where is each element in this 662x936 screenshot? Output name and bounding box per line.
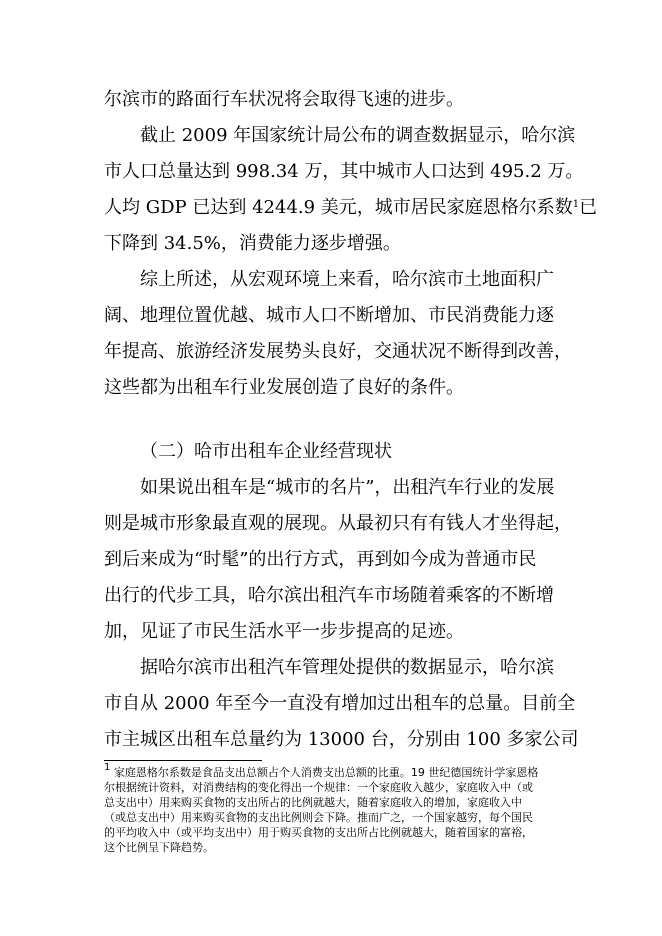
body-line: 如果说出租车是“城市的名片”，出租汽车行业的发展 <box>140 477 555 498</box>
footnote-text: 家庭恩格尔系数是食品支出总额占个人消费支出总额的比重。19 世纪德国统计学家恩格 <box>110 766 539 779</box>
body-line: 下降到 34.5%，消费能力逐步增强。 <box>104 233 401 254</box>
footnote-line: 尔根据统计资料，对消费结构的变化得出一个规律：一个家庭收入越少，家庭收入中（或 <box>104 781 533 794</box>
body-line: 综上所述，从宏观环境上来看，哈尔滨市土地面积广 <box>140 269 554 290</box>
footnote-line <box>104 762 574 780</box>
body-line: 加，见证了市民生活水平一步步提高的足迹。 <box>104 621 464 642</box>
body-line: 年提高、旅游经济发展势头良好，交通状况不断得到改善， <box>104 341 572 362</box>
body-line-with-footnote-ref <box>104 196 597 220</box>
body-line: 据哈尔滨市出租汽车管理处提供的数据显示，哈尔滨 <box>140 657 554 678</box>
body-line: 市人口总量达到 998.34 万，其中城市人口达到 495.2 万。 <box>104 161 584 182</box>
footnote-line: 这个比例呈下降趋势。 <box>104 841 214 854</box>
footnote-reference[interactable]: 1 <box>572 199 580 210</box>
body-line: 市自从 2000 年至今一直没有增加过出租车的总量。目前全 <box>104 693 576 714</box>
body-line: 出行的代步工具，哈尔滨出租汽车市场随着乘客的不断增 <box>104 585 554 606</box>
footnote-line: （或总支出中）用来购买食物的支出比例则会下降。推而广之，一个国家越穷，每个国民 <box>104 811 533 824</box>
footnote-line: 的平均收入中（或平均支出中）用于购买食物的支出所占比例就越大，随着国家的富裕， <box>104 826 533 839</box>
body-line: 阔、地理位置优越、城市人口不断增加、市民消费能力逐 <box>104 305 554 326</box>
section-heading: （二）哈市出租车企业经营现状 <box>140 441 392 462</box>
body-line: 则是城市形象最直观的展现。从最初只有有钱人才坐得起， <box>104 513 572 534</box>
body-line: 截止 2009 年国家统计局公布的调查数据显示，哈尔滨 <box>140 125 576 146</box>
footnote-line: 总支出中）用来购买食物的支出所占的比例就越大，随着家庭收入的增加，家庭收入中 <box>104 796 522 809</box>
body-line-text: 人均 GDP 已达到 4244.9 美元，城市居民家庭恩格尔系数 <box>104 197 573 218</box>
footnote-divider <box>104 760 262 761</box>
footnote-marker: 1 <box>104 762 111 773</box>
body-line: 到后来成为“时髦”的出行方式，再到如今成为普通市民 <box>104 549 537 570</box>
body-line: 这些都为出租车行业发展创造了良好的条件。 <box>104 377 464 398</box>
body-line-tail: 已 <box>579 197 598 218</box>
body-line: 市主城区出租车总量约为 13000 台，分别由 100 多家公司 <box>104 729 579 750</box>
footnote <box>104 762 574 855</box>
body-line: 尔滨市的路面行车状况将会取得飞速的进步。 <box>104 89 464 110</box>
